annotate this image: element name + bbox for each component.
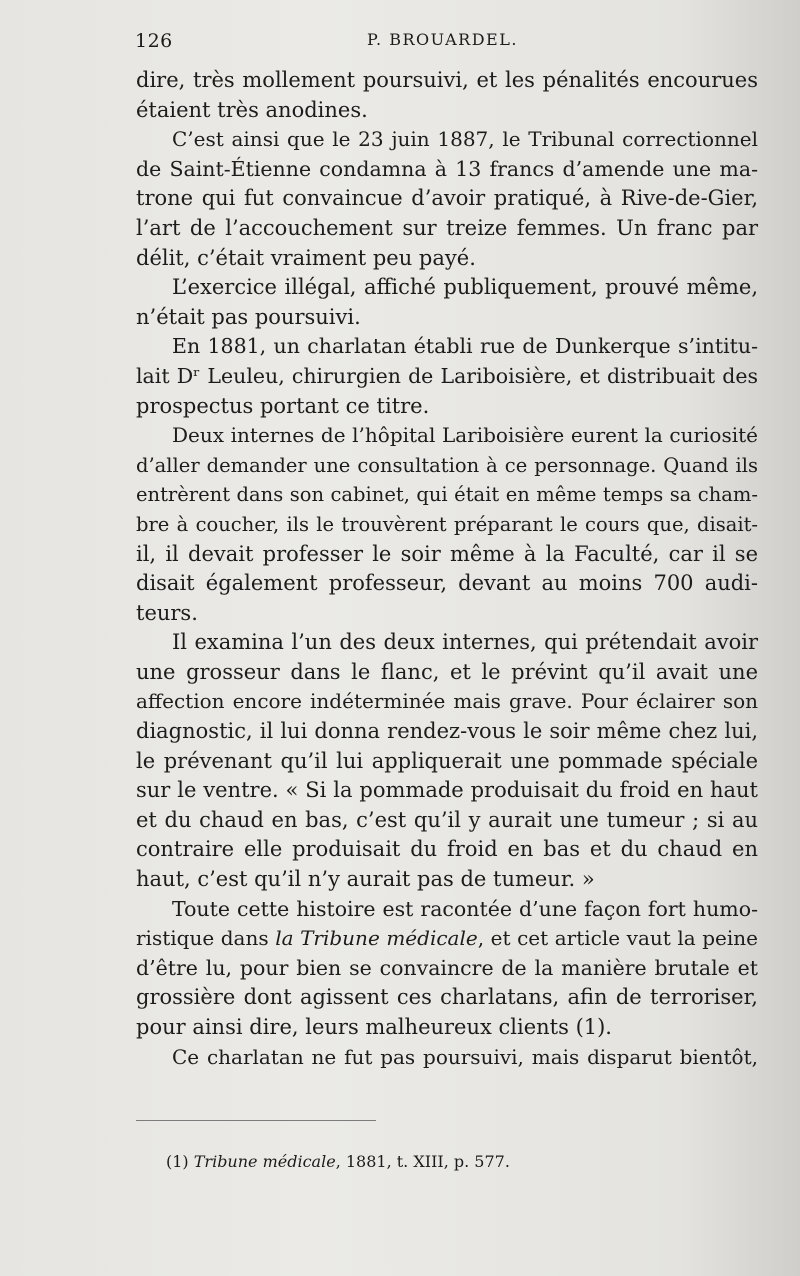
text-segment: contraire elle produisait du froid en bas et du chaud en (136, 837, 758, 862)
text-segment: de Saint-Étienne condamna à 13 francs d’amende une ma- (136, 156, 758, 181)
text-line (136, 362, 758, 392)
text-segment: pour ainsi dire, leurs malheureux clients (1). (136, 1015, 612, 1039)
text-segment: L’exercice illégal, affiché publiquement, prouvé même, (172, 275, 758, 300)
text-segment: ristique dans (136, 926, 276, 951)
text-line (136, 96, 758, 126)
footnote-citation: , 1881, t. XIII, p. 577. (335, 1152, 510, 1171)
footnote-source-title: Tribune médicale (193, 1152, 336, 1171)
text-segment: étaient très anodines. (136, 97, 368, 122)
text-segment: prospectus portant ce titre. (136, 393, 430, 418)
text-segment: entrèrent dans son cabinet, qui était en même temps sa cham- (136, 483, 758, 507)
text-segment: Il examina l’un des deux internes, qui prétendait avoir (172, 630, 758, 655)
text-segment: disait également professeur, devant au moins 700 audi- (136, 571, 758, 596)
text-line (136, 628, 758, 658)
text-line (136, 421, 758, 451)
text-segment: l’art de l’accouchement sur treize femmes. Un franc par (136, 215, 758, 240)
text-segment: grossière dont agissent ces charlatans, afin de terroriser, (136, 985, 758, 1010)
text-line (136, 1043, 758, 1073)
text-segment: délit, c’était vraiment peu payé. (136, 245, 476, 270)
text-segment: Deux internes de l’hôpital Lariboisière eurent la curiosité (172, 423, 758, 448)
text-line (136, 895, 758, 925)
text-segment: affection encore indéterminée mais grave. Pour éclairer son (136, 689, 758, 714)
text-line (136, 66, 758, 96)
text-line (136, 510, 758, 540)
running-head: P. BROUARDEL. (367, 30, 518, 49)
page-header (135, 30, 755, 58)
text-segment: bre à coucher, ils le trouvèrent préparant le cours que, disait- (136, 512, 758, 536)
text-segment: trone qui fut convaincue d’avoir pratiqué, à Rive-de-Gier, (136, 186, 758, 211)
footnote-marker: (1) (166, 1152, 194, 1171)
text-line (136, 392, 758, 422)
text-segment: teurs. (136, 600, 198, 625)
text-line (136, 214, 758, 244)
text-segment: lait Dʳ Leuleu, chirurgien de Lariboisière, et distribuait des (136, 363, 758, 388)
text-segment: C’est ainsi que le 23 juin 1887, le Tribunal correctionnel (172, 127, 758, 152)
text-segment: d’aller demander une consultation à ce personnage. Quand ils (136, 453, 758, 477)
text-line (136, 865, 758, 895)
text-segment: d’être lu, pour bien se convaincre de la manière brutale et (136, 955, 758, 980)
text-line (136, 717, 758, 747)
text-segment: dire, très mollement poursuivi, et les pénalités encourues (136, 68, 758, 92)
text-segment: et du chaud en bas, c’est qu’il y aurait une tumeur ; si au (136, 807, 758, 832)
text-line (136, 1013, 758, 1043)
text-segment: diagnostic, il lui donna rendez-vous le soir même chez lui, (136, 719, 758, 744)
text-line (136, 924, 758, 954)
italic-title: la Tribune médicale (275, 926, 478, 951)
text-line (136, 480, 758, 510)
text-line (136, 776, 758, 806)
text-segment: En 1881, un charlatan établi rue de Dunkerque s’intitu- (172, 334, 758, 359)
text-line (136, 273, 758, 303)
text-line (136, 658, 758, 688)
text-line (136, 806, 758, 836)
text-line (136, 747, 758, 777)
text-line (136, 303, 758, 333)
text-line (136, 125, 758, 155)
text-segment: le prévenant qu’il lui appliquerait une pommade spéciale (136, 748, 758, 773)
page-number: 126 (135, 30, 173, 52)
text-segment: Toute cette histoire est racontée d’une façon fort humo- (172, 896, 758, 921)
body-text (136, 66, 758, 1072)
text-line (136, 244, 758, 274)
text-line (136, 687, 758, 717)
text-line (136, 569, 758, 599)
text-line (136, 835, 758, 865)
text-segment: une grosseur dans le flanc, et le prévint qu’il avait une (136, 659, 758, 684)
text-line (136, 954, 758, 984)
text-segment: Ce charlatan ne fut pas poursuivi, mais disparut bientôt, (172, 1044, 758, 1069)
footnote-rule (136, 1120, 376, 1121)
text-segment: haut, c’est qu’il n’y aurait pas de tumeur. » (136, 867, 595, 892)
text-line (136, 983, 758, 1013)
text-segment: il, il devait professer le soir même à la Faculté, car il se (136, 541, 758, 566)
text-line (136, 155, 758, 185)
text-line (136, 332, 758, 362)
text-line (136, 540, 758, 570)
text-segment: sur le ventre. « Si la pommade produisait du froid en haut (136, 778, 758, 803)
text-line (136, 451, 758, 481)
text-segment: n’était pas poursuivi. (136, 304, 361, 329)
text-line (136, 599, 758, 629)
text-line (136, 184, 758, 214)
footnote (166, 1152, 510, 1171)
text-segment: , et cet article vaut la peine (477, 926, 758, 951)
